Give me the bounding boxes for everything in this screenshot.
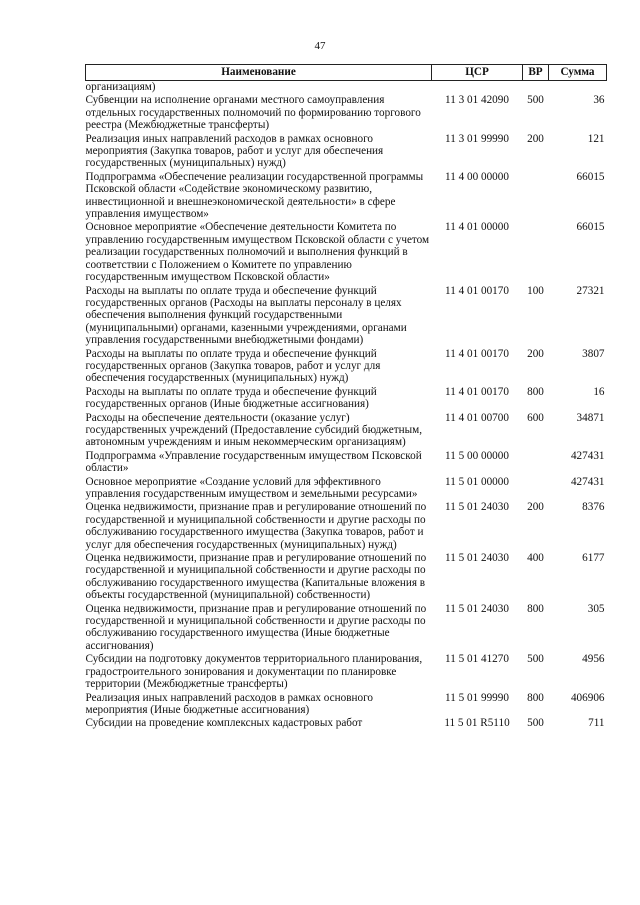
table-body <box>86 81 607 731</box>
table-row <box>86 348 607 386</box>
cell-vr: 800 <box>527 691 544 704</box>
cell-name: Реализация иных направлений расходов в рамках основного мероприятия (Закупка товаров, работ и услуг для обеспечения государственных (муниципальных) нужд) <box>85 132 384 170</box>
table-row <box>86 450 607 476</box>
cell-csr <box>432 81 523 95</box>
cell-sum: 4956 <box>582 653 605 666</box>
table-row <box>86 81 607 95</box>
cell-sum: 34871 <box>576 411 605 424</box>
cell-sum: 121 <box>587 132 605 145</box>
cell-name: Субвенции на исполнение органами местного самоуправления отдельных государственных полномочий по формированию торгового реестра (Межбюджетные трансферты) <box>85 94 421 132</box>
table-row <box>86 285 607 348</box>
cell-csr: 11 5 01 41270 <box>445 653 509 666</box>
table-row <box>86 501 607 552</box>
cell-name: Основное мероприятие «Обеспечение деятельности Комитета по управлению государственным имуществом Псковской области с учетом реализации государственных полномочий и выполнения функций в соответствии с Положением о Комитете по управлению государственным имуществом Псковской области» <box>85 221 430 284</box>
cell-sum <box>549 81 607 95</box>
cell-vr <box>523 450 549 476</box>
cell-vr: 800 <box>527 602 544 615</box>
table-header-row <box>86 65 607 81</box>
table-row <box>86 717 607 730</box>
cell-vr: 500 <box>527 94 544 107</box>
cell-sum: 6177 <box>582 552 605 565</box>
header-sum: Сумма <box>549 65 607 81</box>
cell-csr: 11 4 01 00000 <box>445 221 509 234</box>
cell-vr <box>523 81 549 95</box>
cell-csr: 11 4 01 00700 <box>445 411 509 424</box>
cell-csr: 11 3 01 42090 <box>445 94 509 107</box>
cell-sum: 427431 <box>570 475 605 488</box>
cell-csr: 11 3 01 99990 <box>445 132 509 145</box>
cell-vr: 100 <box>527 284 544 297</box>
cell-csr: 11 4 01 00170 <box>445 284 509 297</box>
cell-sum: 16 <box>593 385 605 398</box>
cell-name: Расходы на выплаты по оплате труда и обеспечение функций государственных органов (Закупка товаров, работ и услуг для обеспечения государственных (муниципальных) нужд) <box>85 347 381 385</box>
table-row <box>86 171 607 222</box>
cell-name: Расходы на выплаты по оплате труда и обеспечение функций государственных органов (Расходы на выплаты персоналу в целях обеспечения выполнения функций государственными (муниципальными) органами, казенными учреждениями, органами управления государственными внебюджетными фондами) <box>85 284 407 347</box>
cell-name: Оценка недвижимости, признание прав и регулирование отношений по государственной и муниципальной собственности и другие расходы по обслуживанию государственного имущества (Иные бюджетные ассигнования) <box>85 602 427 652</box>
table-row <box>86 476 607 502</box>
cell-vr: 600 <box>527 411 544 424</box>
cell-sum: 427431 <box>570 449 605 462</box>
cell-sum: 66015 <box>576 221 605 234</box>
table-row <box>86 603 607 654</box>
table-row <box>86 133 607 171</box>
cell-sum: 8376 <box>582 501 605 514</box>
cell-sum: 3807 <box>582 347 605 360</box>
cell-vr: 500 <box>527 653 544 666</box>
cell-vr: 200 <box>527 501 544 514</box>
table-row <box>86 412 607 450</box>
page-number: 47 <box>314 40 326 52</box>
cell-csr: 11 5 01 24030 <box>445 552 509 565</box>
cell-csr: 11 5 00 00000 <box>445 449 509 462</box>
cell-name: Расходы на обеспечение деятельности (оказание услуг) государственных учреждений (Предоставление субсидий бюджетным, автономным учреждениям и иным некоммерческим организациям) <box>85 411 423 449</box>
cell-sum: 711 <box>588 717 605 730</box>
cell-csr: 11 5 01 24030 <box>445 602 509 615</box>
cell-name: Оценка недвижимости, признание прав и регулирование отношений по государственной и муниципальной собственности и другие расходы по обслуживанию государственного имущества (Закупка товаров, работ и услуг для обеспечения государственных (муниципальных) нужд) <box>85 501 427 551</box>
header-name: Наименование <box>86 65 432 81</box>
cell-vr: 200 <box>527 347 544 360</box>
cell-csr: 11 5 01 R5110 <box>444 717 510 730</box>
table-row <box>86 692 607 718</box>
cell-vr: 800 <box>527 385 544 398</box>
cell-name: Основное мероприятие «Создание условий для эффективного управления государственным имуществом и земельными ресурсами» <box>85 475 418 500</box>
cell-vr <box>523 476 549 502</box>
cell-sum: 66015 <box>576 170 605 183</box>
cell-csr: 11 5 01 99990 <box>445 691 509 704</box>
table-row <box>86 653 607 691</box>
cell-name: Субсидии на проведение комплексных кадастровых работ <box>85 717 363 730</box>
header-vr: ВР <box>523 65 549 81</box>
cell-csr: 11 5 01 00000 <box>445 475 509 488</box>
table-row <box>86 221 607 284</box>
cell-name: Субсидии на подготовку документов территориального планирования, градостроительного зонирования и документации по планировке территории (Межбюджетные трансферты) <box>85 653 423 691</box>
cell-sum: 406906 <box>570 691 605 704</box>
header-csr: ЦСР <box>432 65 523 81</box>
cell-name: Оценка недвижимости, признание прав и регулирование отношений по государственной и муниципальной собственности и другие расходы по обслуживанию государственного имущества (Капитальные вложения в объекты государственной (муниципальной) собственности) <box>85 552 427 602</box>
cell-name: Расходы на выплаты по оплате труда и обеспечение функций государственных органов (Иные бюджетные ассигнования) <box>85 385 377 411</box>
cell-vr: 400 <box>527 552 544 565</box>
cell-csr: 11 4 01 00170 <box>445 347 509 360</box>
cell-name: Подпрограмма «Обеспечение реализации государственной программы Псковской области «Содействие экономическому развитию, инвестиционной и внешнеэкономической деятельности» в сфере управления имуществом» <box>85 170 424 221</box>
cell-sum: 27321 <box>576 284 605 297</box>
cell-vr <box>523 171 549 222</box>
cell-csr: 11 4 00 00000 <box>445 170 509 183</box>
cell-name: Реализация иных направлений расходов в рамках основного мероприятия (Иные бюджетные ассигнования) <box>85 691 373 716</box>
cell-sum: 36 <box>593 94 605 107</box>
cell-sum: 305 <box>587 602 605 615</box>
cell-name: Подпрограмма «Управление государственным имуществом Псковской области» <box>85 449 422 475</box>
table-row <box>86 94 607 132</box>
cell-vr: 500 <box>527 717 544 730</box>
table-row <box>86 552 607 603</box>
budget-table <box>85 64 607 731</box>
cell-name: организациям) <box>85 81 156 93</box>
cell-vr <box>523 221 549 284</box>
cell-csr: 11 5 01 24030 <box>445 501 509 514</box>
table-row <box>86 386 607 412</box>
cell-csr: 11 4 01 00170 <box>445 385 509 398</box>
cell-vr: 200 <box>527 132 544 145</box>
